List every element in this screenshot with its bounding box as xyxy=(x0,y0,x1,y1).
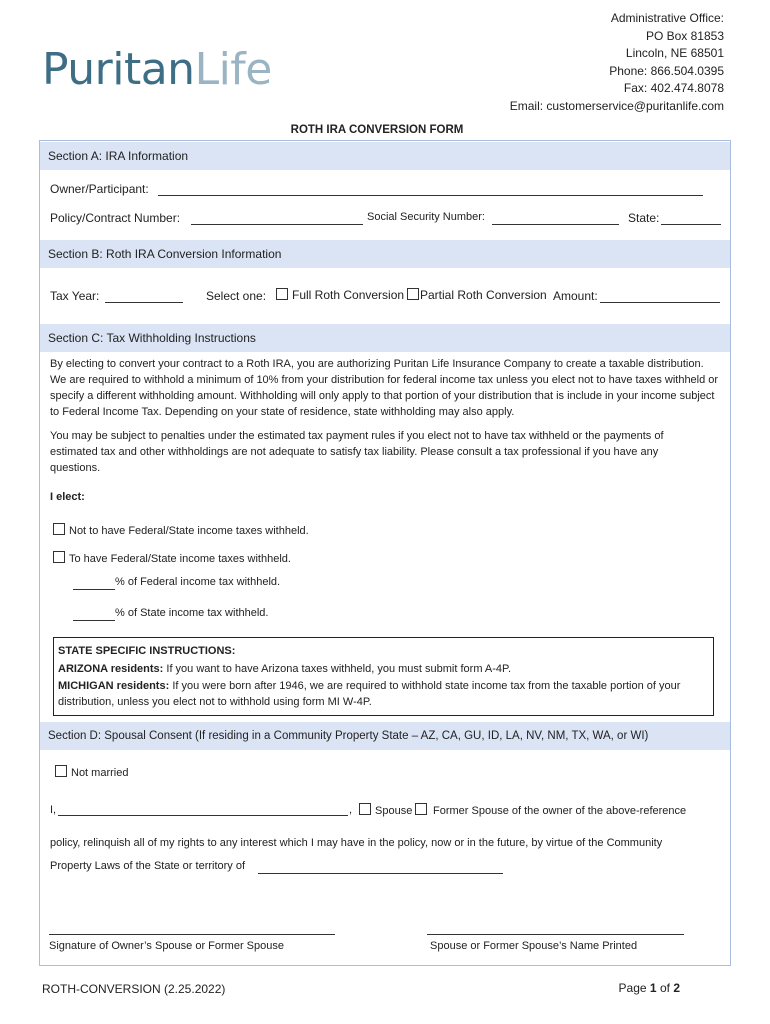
amount-input[interactable] xyxy=(600,289,720,303)
state-pct-label: % of State income tax withheld. xyxy=(115,607,269,619)
office-address: Administrative Office: PO Box 81853 Lincoln, NE 68501 Phone: 866.504.0395 Fax: 402.474.8078 Email: customerservice@puritanlife.com xyxy=(509,11,724,113)
opt-not-withheld[interactable]: Not to have Federal/State income taxes withheld. xyxy=(53,523,309,537)
state-input[interactable] xyxy=(661,211,721,225)
spouse-name-printed-line[interactable] xyxy=(427,934,684,935)
amount-label: Amount: xyxy=(553,289,598,303)
owner-spouse-signature-label: Signature of Owner’s Spouse or Former Spouse xyxy=(49,940,284,952)
policy-input[interactable] xyxy=(191,211,363,225)
i-elect-label: I elect: xyxy=(50,491,85,503)
i-label: I, xyxy=(50,804,57,816)
opt-withheld[interactable]: To have Federal/State income taxes withheld. xyxy=(53,551,291,565)
owner-spouse-signature-line[interactable] xyxy=(49,934,335,935)
checkbox-icon[interactable] xyxy=(407,288,419,300)
arizona-instruction: ARIZONA residents: If you want to have Arizona taxes withheld, you must submit form A-4P. xyxy=(58,663,512,675)
property-laws-label: Property Laws of the State or territory of xyxy=(50,860,246,872)
checkbox-icon[interactable] xyxy=(276,288,288,300)
puritan-life-logo: PuritanLife xyxy=(42,44,272,95)
state-label: State: xyxy=(628,211,660,225)
full-conversion-option[interactable]: Full Roth Conversion xyxy=(276,288,404,302)
spouse-name-printed-label: Spouse or Former Spouse’s Name Printed xyxy=(430,940,638,952)
not-married-option[interactable]: Not married xyxy=(55,765,128,779)
federal-pct-label: % of Federal income tax withheld. xyxy=(115,576,281,588)
checkbox-icon[interactable] xyxy=(359,803,371,815)
tax-year-input[interactable] xyxy=(105,289,183,303)
policy-label: Policy/Contract Number: xyxy=(50,211,181,225)
owner-input[interactable] xyxy=(158,182,703,196)
withholding-paragraph-2: You may be subject to penalties under the estimated tax payment rules if you elect not to have tax withheld or the payments of estimated tax and other withholdings are not adequate to satisfy tax liability. Please consult a tax professional if you have any questions. xyxy=(50,430,664,474)
ssn-label: Social Security Number: xyxy=(367,211,485,223)
spouse-name-input[interactable] xyxy=(58,803,348,816)
form-id: ROTH-CONVERSION (2.25.2022) xyxy=(42,982,226,996)
relinquish-text: policy, relinquish all of my rights to any interest which I may have in the policy, now or in the future, by virtue of the Community xyxy=(50,837,663,849)
section-b-heading: Section B: Roth IRA Conversion Information xyxy=(40,240,730,268)
state-specific-instructions xyxy=(53,637,714,716)
select-one-label: Select one: xyxy=(206,289,267,303)
former-spouse-option[interactable]: Former Spouse of the owner of the above-reference xyxy=(415,803,686,817)
form-title: ROTH IRA CONVERSION FORM xyxy=(290,124,464,136)
section-a-heading: Section A: IRA Information xyxy=(40,142,730,170)
checkbox-icon[interactable] xyxy=(53,551,65,563)
partial-conversion-option[interactable]: Partial Roth Conversion xyxy=(407,288,547,302)
ssn-input[interactable] xyxy=(492,211,619,225)
page-number: Page 1 of 2 xyxy=(618,981,680,995)
michigan-instruction: MICHIGAN residents: If you were born after 1946, we are required to withhold state income tax from the taxable portion of your distribution, unless you elect not to withhold using form MI W-4P. xyxy=(58,680,681,708)
state-pct-input[interactable] xyxy=(73,608,115,621)
withholding-paragraph-1: By electing to convert your contract to a Roth IRA, you are authorizing Puritan Life Insurance Company to create a taxable distribution. We are required to withhold a minimum of 10% from your distribution for federal income tax unless you elect not to have taxes withheld or specify a different withholding amount. Withholding will only apply to that portion of your distribution that is include in your income subject to Federal Income Tax. Depending on your state of residence, state withholding may also apply. xyxy=(50,358,719,418)
federal-pct-input[interactable] xyxy=(73,577,115,590)
tax-year-label: Tax Year: xyxy=(50,289,100,303)
checkbox-icon[interactable] xyxy=(53,523,65,535)
checkbox-icon[interactable] xyxy=(55,765,67,777)
spouse-option[interactable]: Spouse xyxy=(359,803,412,817)
section-d-heading: Section D: Spousal Consent (If residing in a Community Property State – AZ, CA, GU, ID, LA, NV, NM, TX, WA, or WI) xyxy=(40,722,730,750)
owner-label: Owner/Participant: xyxy=(50,182,149,196)
state-instructions-title: STATE SPECIFIC INSTRUCTIONS: xyxy=(58,645,236,657)
section-c-heading: Section C: Tax Withholding Instructions xyxy=(40,324,730,352)
checkbox-icon[interactable] xyxy=(415,803,427,815)
state-territory-input[interactable] xyxy=(258,860,503,874)
